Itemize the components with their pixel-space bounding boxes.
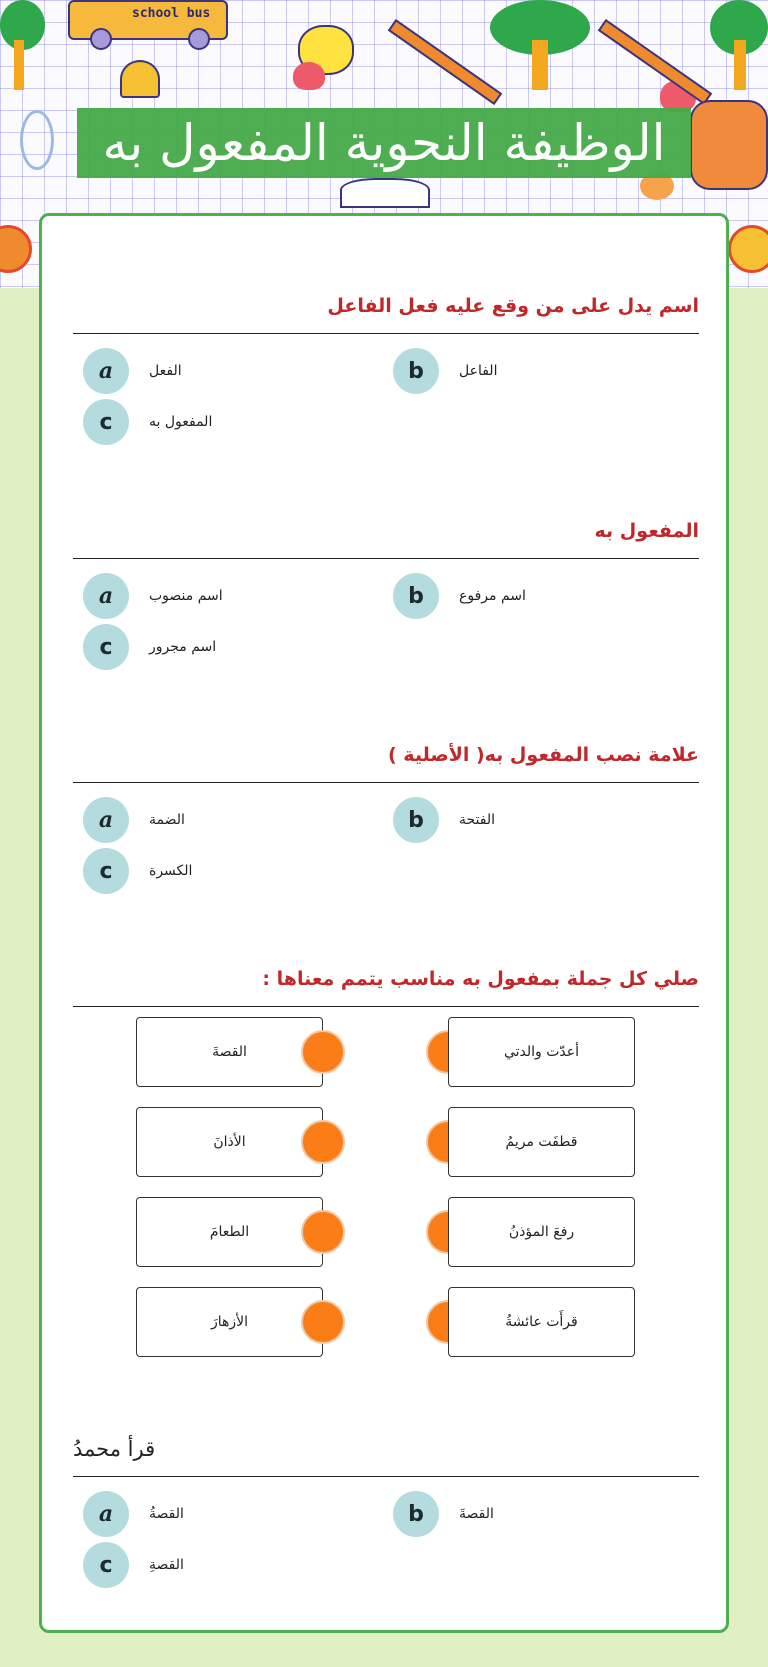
- option-c[interactable]: [83, 1542, 184, 1588]
- question-title: المفعول به: [594, 520, 699, 542]
- option-label: اسم منصوب: [149, 588, 223, 604]
- question-5: [73, 1434, 699, 1601]
- option-label: الفتحة: [459, 812, 496, 828]
- question-title: قرأ محمدُ: [73, 1437, 156, 1461]
- divider: [73, 1476, 699, 1477]
- match-answer-box[interactable]: القصةَ: [136, 1017, 323, 1087]
- bell-icon: [120, 60, 160, 98]
- matching-area: [73, 1017, 699, 1367]
- match-prompt-box[interactable]: قطفَت مريمُ: [448, 1107, 635, 1177]
- option-letter-badge: b: [393, 348, 439, 394]
- option-label: الفعل: [149, 363, 182, 379]
- option-letter-badge: c: [83, 624, 129, 670]
- match-prompt-box[interactable]: رفعَ المؤذنُ: [448, 1197, 635, 1267]
- school-bus-label: school bus: [132, 6, 211, 21]
- pencil-icon: [598, 19, 713, 105]
- pencil-icon: [388, 19, 503, 105]
- option-b[interactable]: [393, 348, 497, 394]
- option-letter-badge: a: [83, 573, 129, 619]
- question-title: صلي كل جملة بمفعول به مناسب يتمم معناها :: [262, 968, 699, 990]
- option-c[interactable]: [83, 624, 216, 670]
- question-2: [73, 516, 699, 683]
- option-letter-badge: c: [83, 848, 129, 894]
- match-prompt-box[interactable]: أعدّت والدتي: [448, 1017, 635, 1087]
- option-a[interactable]: [83, 573, 223, 619]
- school-bus-icon: [68, 0, 228, 40]
- scissors-icon: [20, 110, 54, 170]
- tree-icon: [490, 0, 590, 90]
- divider: [73, 1006, 699, 1007]
- backpack-icon: [690, 100, 768, 190]
- option-label: الفاعل: [459, 363, 498, 379]
- option-letter-badge: a: [83, 348, 129, 394]
- option-c[interactable]: [83, 399, 212, 445]
- option-letter-badge: b: [393, 1491, 439, 1537]
- worksheet-card: [39, 213, 729, 1633]
- option-a[interactable]: [83, 797, 185, 843]
- title-banner: [77, 108, 691, 178]
- match-answer-box[interactable]: الأذانَ: [136, 1107, 323, 1177]
- match-connector-dot[interactable]: [301, 1300, 345, 1344]
- tree-icon: [0, 0, 45, 90]
- question-title: علامة نصب المفعول به( الأصلية ): [388, 744, 699, 766]
- match-connector-dot[interactable]: [301, 1030, 345, 1074]
- option-letter-badge: a: [83, 1491, 129, 1537]
- flower-icon: [0, 225, 32, 273]
- option-letter-badge: c: [83, 399, 129, 445]
- option-letter-badge: b: [393, 573, 439, 619]
- option-label: الضمة: [149, 812, 185, 828]
- option-label: الكسرة: [149, 863, 193, 879]
- option-b[interactable]: [393, 1491, 494, 1537]
- book-icon: [340, 178, 430, 208]
- match-connector-dot[interactable]: [301, 1120, 345, 1164]
- page-title: الوظيفة النحوية المفعول به: [102, 114, 666, 172]
- match-answer-box[interactable]: الطعامَ: [136, 1197, 323, 1267]
- heart-icon: [293, 62, 325, 90]
- option-label: القصةُ: [149, 1506, 184, 1522]
- divider: [73, 558, 699, 559]
- option-b[interactable]: [393, 573, 526, 619]
- option-label: اسم مجرور: [149, 639, 217, 655]
- question-title: اسم يدل على من وقع عليه فعل الفاعل: [327, 295, 699, 317]
- flower-icon: [728, 225, 768, 273]
- divider: [73, 782, 699, 783]
- option-letter-badge: a: [83, 797, 129, 843]
- option-label: المفعول به: [149, 414, 213, 430]
- option-letter-badge: b: [393, 797, 439, 843]
- option-b[interactable]: [393, 797, 495, 843]
- question-4-matching: [73, 964, 699, 1367]
- question-3: [73, 740, 699, 907]
- option-a[interactable]: [83, 1491, 184, 1537]
- tree-icon: [710, 0, 768, 90]
- question-1: [73, 291, 699, 458]
- match-prompt-box[interactable]: قرأَت عائشةُ: [448, 1287, 635, 1357]
- option-label: القصةِ: [149, 1557, 184, 1573]
- divider: [73, 333, 699, 334]
- option-c[interactable]: [83, 848, 192, 894]
- match-connector-dot[interactable]: [301, 1210, 345, 1254]
- option-letter-badge: c: [83, 1542, 129, 1588]
- match-answer-box[interactable]: الأزهارَ: [136, 1287, 323, 1357]
- option-label: اسم مرفوع: [459, 588, 526, 604]
- option-a[interactable]: [83, 348, 182, 394]
- option-label: القصةَ: [459, 1506, 494, 1522]
